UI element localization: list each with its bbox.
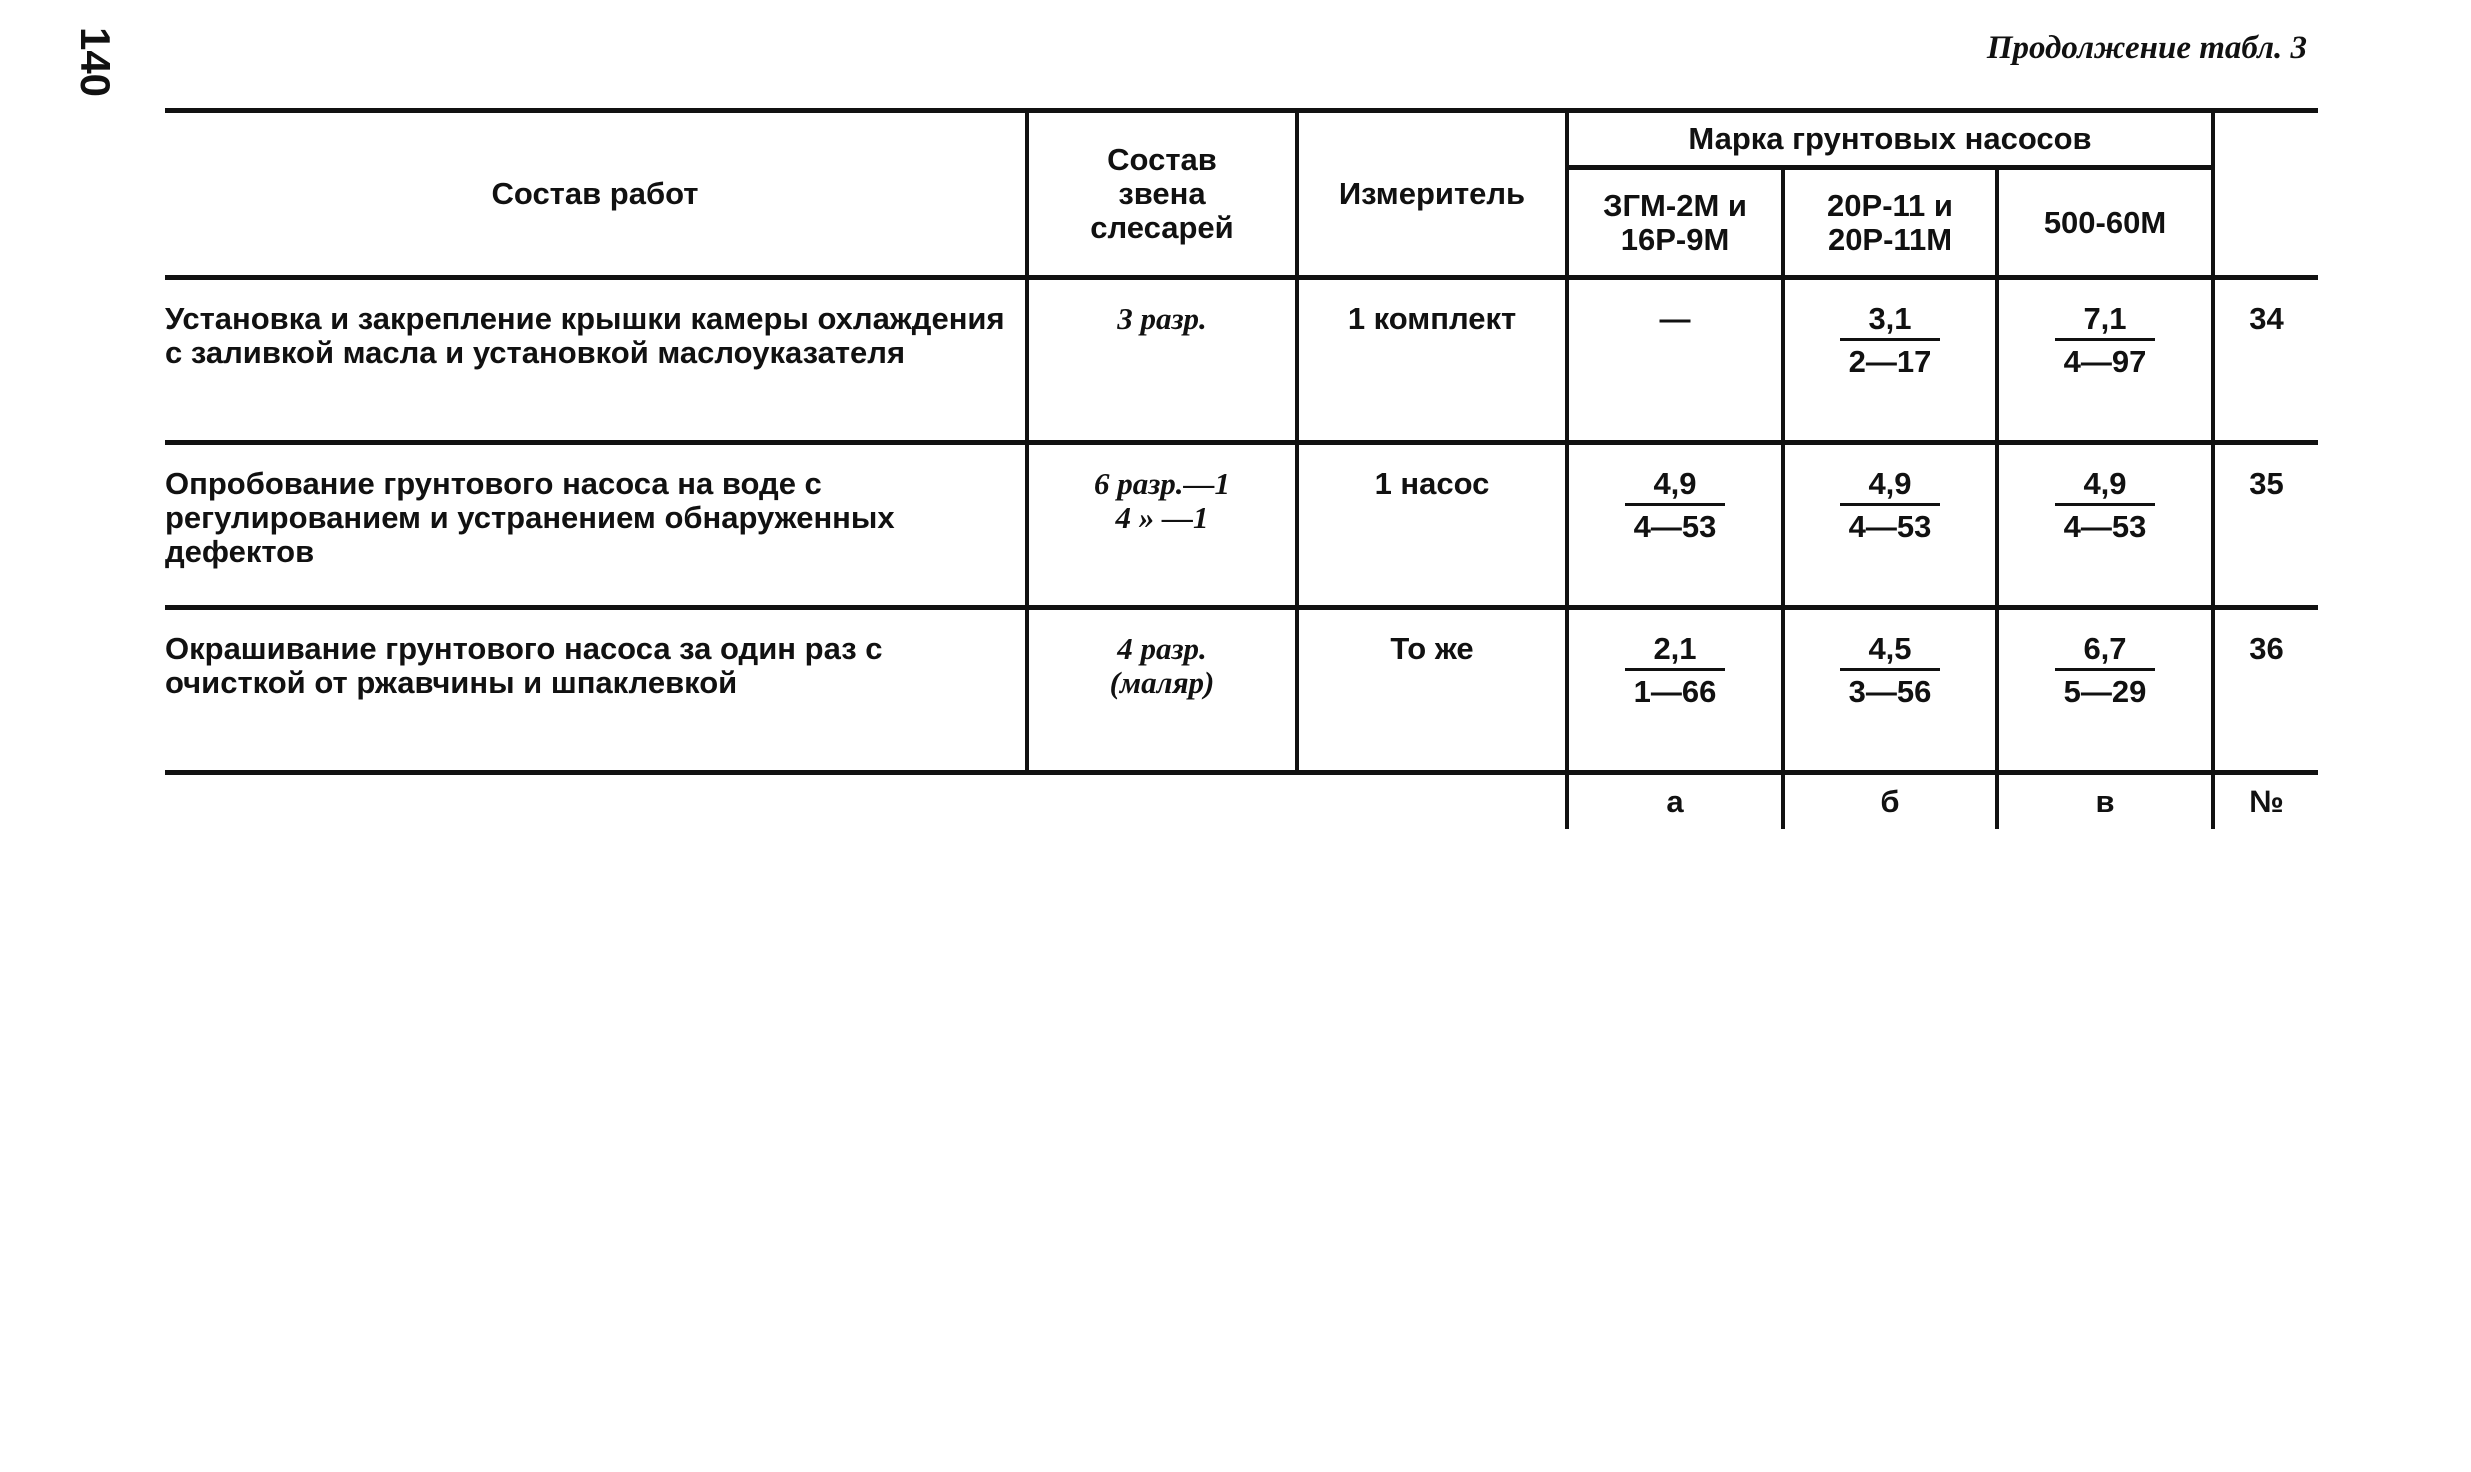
row-number: 34 xyxy=(2213,278,2318,443)
table-row xyxy=(165,278,2318,443)
norm-fraction xyxy=(1840,302,1939,379)
row-number: 36 xyxy=(2213,608,2318,773)
pump-b-cell xyxy=(1783,443,1997,608)
header-unit: Измеритель xyxy=(1297,111,1567,278)
column-index-b: б xyxy=(1783,773,1997,830)
crew-line-1: 4 разр. xyxy=(1117,631,1207,666)
pump-b-cell xyxy=(1783,608,1997,773)
crew-line-1: 6 разр.—1 xyxy=(1093,466,1231,501)
crew-line-1: 3 разр. xyxy=(1117,301,1207,336)
column-index-number: № xyxy=(2213,773,2318,830)
crew-cell xyxy=(1027,443,1297,608)
norm-time: 4,9 xyxy=(1840,467,1939,506)
norm-price: 3—56 xyxy=(1848,674,1932,709)
norm-fraction xyxy=(2055,467,2154,544)
header-pump-a xyxy=(1567,168,1783,278)
norm-time: 6,7 xyxy=(2055,632,2154,671)
pump-a-cell xyxy=(1567,443,1783,608)
header-pump-b-text: 20Р-11 и 20Р-11М xyxy=(1827,187,1953,257)
norm-time: 3,1 xyxy=(1840,302,1939,341)
norm-price: 2—17 xyxy=(1848,344,1932,379)
header-pump-c: 500-60М xyxy=(1997,168,2213,278)
header-pump-a-text: ЗГМ-2М и 16Р-9М xyxy=(1603,187,1747,257)
header-number xyxy=(2213,111,2318,278)
norm-time: 4,9 xyxy=(1625,467,1724,506)
header-crew-text: Состав звена слесарей xyxy=(1090,142,1234,245)
page-number: 140 xyxy=(72,26,120,98)
unit-cell: 1 насос xyxy=(1297,443,1567,608)
header-crew xyxy=(1027,111,1297,278)
pump-a-cell xyxy=(1567,278,1783,443)
work-description: Окрашивание грунтового насоса за один раз с очисткой от ржавчины и шпаклевкой xyxy=(165,608,1027,773)
norm-price: 4—53 xyxy=(2063,509,2147,544)
norms-table xyxy=(165,108,2318,829)
row-number: 35 xyxy=(2213,443,2318,608)
pump-a-cell xyxy=(1567,608,1783,773)
norm-time: 4,5 xyxy=(1840,632,1939,671)
pump-a-dash: — xyxy=(1659,301,1691,336)
norm-price: 5—29 xyxy=(2063,674,2147,709)
norm-time: 7,1 xyxy=(2055,302,2154,341)
pump-c-cell xyxy=(1997,608,2213,773)
norm-fraction xyxy=(1840,632,1939,709)
header-work: Состав работ xyxy=(165,111,1027,278)
work-description: Установка и закрепление крышки камеры охлаждения с заливкой масла и установкой маслоуказателя xyxy=(165,278,1027,443)
column-index-c: в xyxy=(1997,773,2213,830)
pump-c-cell xyxy=(1997,443,2213,608)
table-row xyxy=(165,443,2318,608)
norm-fraction xyxy=(2055,302,2154,379)
continuation-label: Продолжение табл. 3 xyxy=(1986,30,2307,66)
norm-fraction xyxy=(1840,467,1939,544)
norm-price: 4—53 xyxy=(1848,509,1932,544)
norm-price: 1—66 xyxy=(1633,674,1717,709)
crew-line-2: 4 » —1 xyxy=(1115,500,1209,535)
crew-cell xyxy=(1027,278,1297,443)
column-index-a: а xyxy=(1567,773,1783,830)
unit-cell: 1 комплект xyxy=(1297,278,1567,443)
column-index-row xyxy=(165,773,2318,830)
norm-time: 4,9 xyxy=(2055,467,2154,506)
pump-b-cell xyxy=(1783,278,1997,443)
table-row xyxy=(165,608,2318,773)
header-pump-b xyxy=(1783,168,1997,278)
norm-price: 4—97 xyxy=(2063,344,2147,379)
norm-time: 2,1 xyxy=(1625,632,1724,671)
norm-fraction xyxy=(2055,632,2154,709)
pump-c-cell xyxy=(1997,278,2213,443)
crew-cell xyxy=(1027,608,1297,773)
unit-cell: То же xyxy=(1297,608,1567,773)
crew-line-2: (маляр) xyxy=(1109,665,1215,700)
work-description: Опробование грунтового насоса на воде с регулированием и устранением обнаруженных дефектов xyxy=(165,443,1027,608)
norm-fraction xyxy=(1625,632,1724,709)
norm-price: 4—53 xyxy=(1633,509,1717,544)
header-pump-group: Марка грунтовых насосов xyxy=(1567,111,2213,168)
norm-fraction xyxy=(1625,467,1724,544)
